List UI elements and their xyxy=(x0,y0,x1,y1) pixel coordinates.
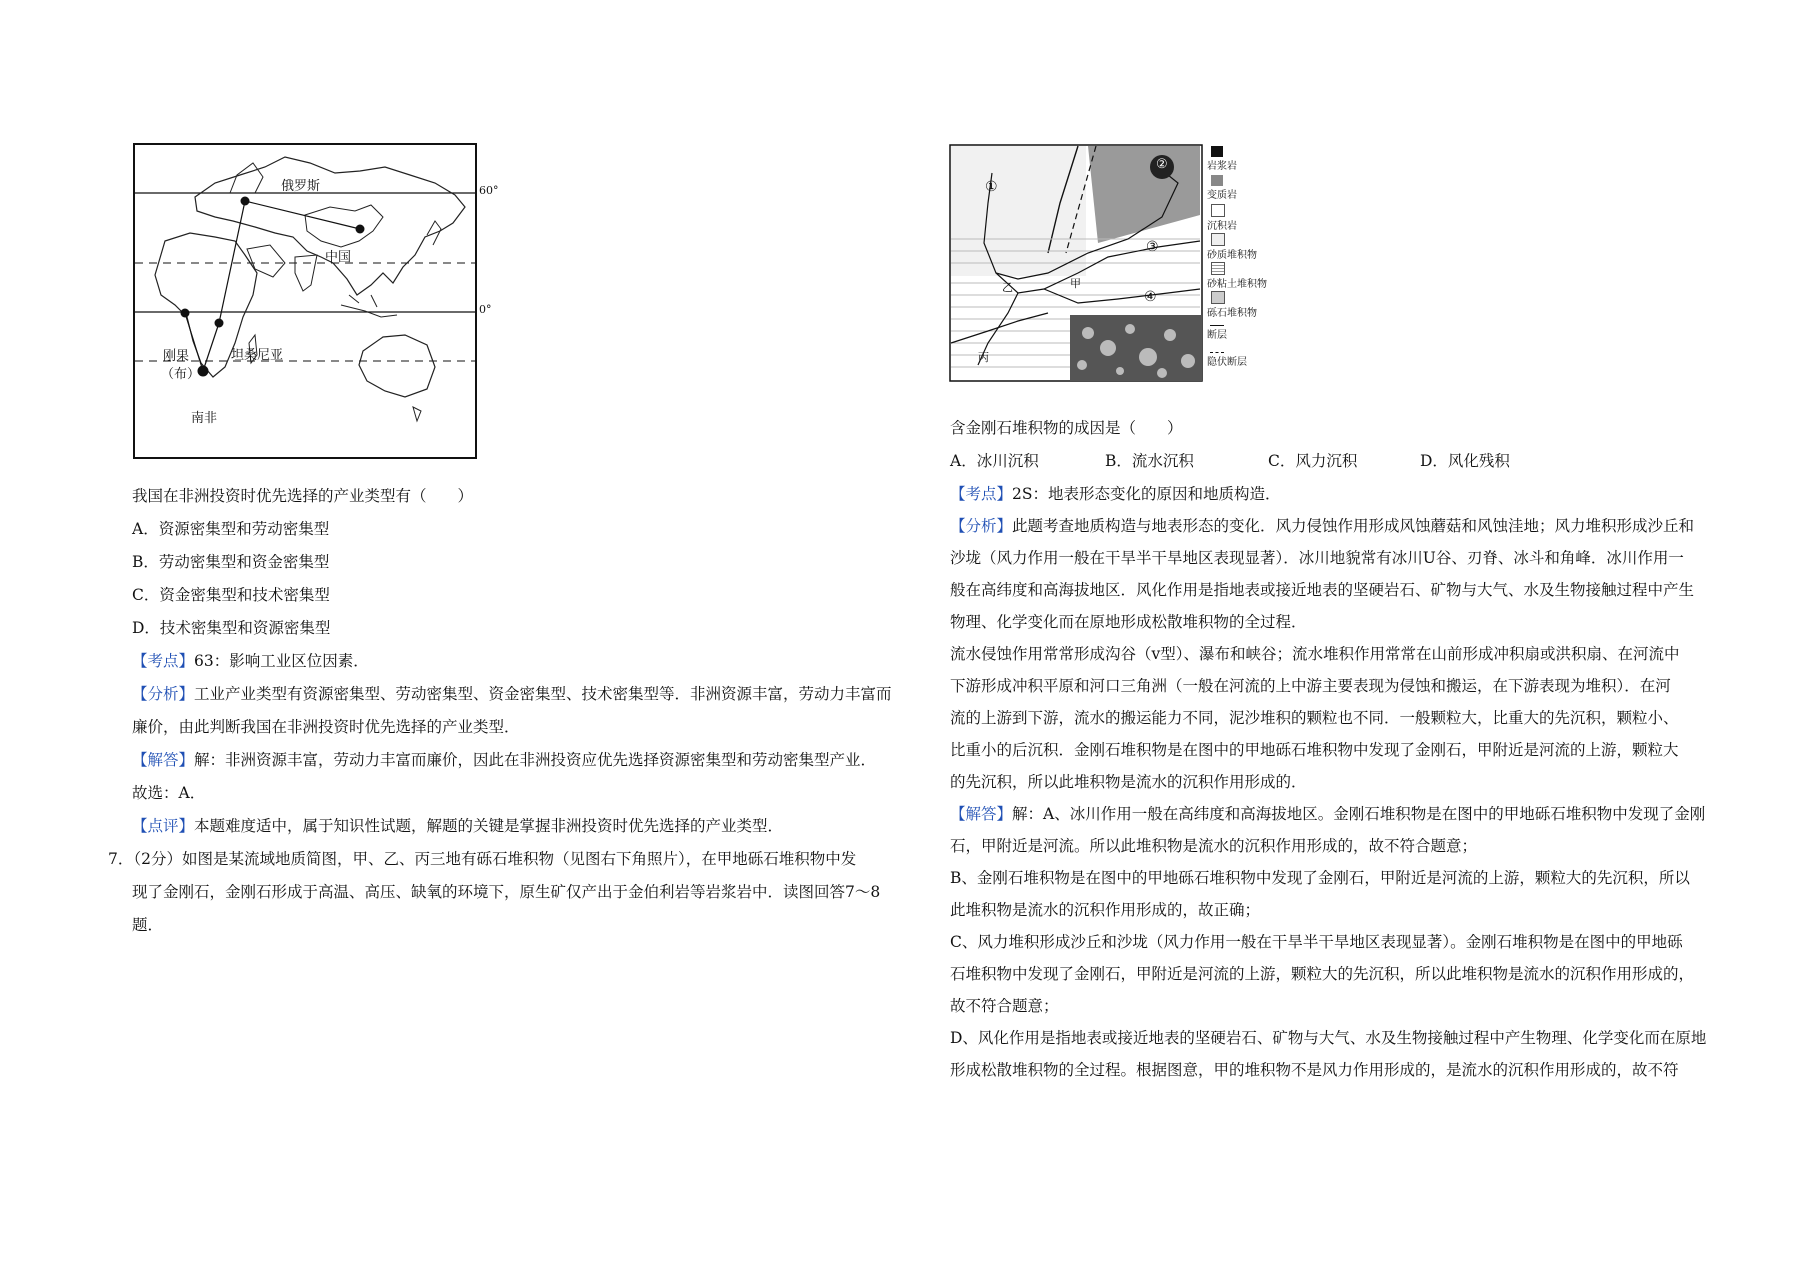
kaodian-text: 63：影响工业区位因素． xyxy=(194,652,369,670)
kaodian-text: 2S：地表形态变化的原因和地质构造． xyxy=(1012,485,1281,503)
geo-label-jia: 甲 xyxy=(1070,277,1081,290)
q6-option-d: D．技术密集型和资源密集型 xyxy=(132,619,331,637)
legend-item-hidden-fault: 隐伏断层 xyxy=(1207,352,1267,374)
world-map-figure xyxy=(133,143,477,459)
fenxi-tag: 【分析】 xyxy=(132,685,195,703)
legend-item-gravel-deposit: 砾石堆积物 xyxy=(1207,291,1267,320)
q6-option-b: B．劳动密集型和资金密集型 xyxy=(132,553,330,571)
q7-option-c: C．风力沉积 xyxy=(1268,452,1358,470)
q7-jieda-line-8: D、风化作用是指地表或接近地表的坚硬岩石、矿物与大气、水及生物接触过程中产生物理、化学变化而在原地 xyxy=(950,1029,1707,1047)
q6-kaodian xyxy=(132,645,902,678)
geo-label-yi: 乙 xyxy=(1002,281,1013,294)
q7-fenxi-line-5: 流水侵蚀作用常常形成沟谷（v型）、瀑布和峡谷；流水堆积作用常常在山前形成冲积扇或洪积扇、在河流中 xyxy=(950,645,1680,663)
q6-fenxi-line-2: 廉价，由此判断我国在非洲投资时优先选择的产业类型． xyxy=(132,718,520,736)
geo-label-river-3: ③ xyxy=(1146,239,1159,255)
geo-label-river-2: ② xyxy=(1156,157,1168,172)
q7-kaodian xyxy=(950,478,1720,510)
dianping-tag: 【点评】 xyxy=(132,817,195,835)
legend-item-sand-clay-deposit: 砂粘土堆积物 xyxy=(1207,262,1267,291)
q7-option-a: A．冰川沉积 xyxy=(950,452,1039,470)
q6-option-c: C．资金密集型和技术密集型 xyxy=(132,586,330,604)
q7-fenxi-line-3: 般在高纬度和高海拔地区．风化作用是指地表或接近地表的坚硬岩石、矿物与大气、水及生物接触过程中产生 xyxy=(950,581,1695,599)
q7-fenxi-line-7: 流的上游到下游，流水的搬运能力不同，泥沙堆积的颗粒也不同．一般颗粒大，比重大的先沉积，颗粒小、 xyxy=(950,709,1679,727)
kaodian-tag: 【考点】 xyxy=(950,485,1013,503)
fenxi-text: 此题考查地质构造与地表形态的变化．风力侵蚀作用形成风蚀蘑菇和风蚀洼地；风力堆积形成沙丘和 xyxy=(1012,517,1695,535)
q7-fenxi-line-4: 物理、化学变化而在原地形成松散堆积物的全过程． xyxy=(950,613,1307,631)
q7-jieda-line-1 xyxy=(950,798,1720,830)
fenxi-text: 工业产业类型有资源密集型、劳动密集型、资金密集型、技术密集型等．非洲资源丰富，劳动力丰富而 xyxy=(194,685,892,703)
jieda-tag: 【解答】 xyxy=(132,751,195,769)
map-label-south-africa: 南非 xyxy=(191,411,218,426)
q7-fenxi-line-2: 沙垅（风力作用一般在干旱半干旱地区表现显著）．冰川地貌常有冰川U谷、刃脊、冰斗和角峰．冰川作用一 xyxy=(950,549,1684,567)
legend-item-sedimentary: 沉积岩 xyxy=(1207,204,1267,233)
legend-item-metamorphic: 变质岩 xyxy=(1207,175,1267,204)
legend-item-fault: 断层 xyxy=(1207,325,1267,347)
q7-options xyxy=(950,445,1720,478)
q7-stem: 含金刚石堆积物的成因是（ ） xyxy=(950,419,1183,437)
q6-fenxi-line-1 xyxy=(132,678,902,711)
jieda-text: 解：非洲资源丰富，劳动力丰富而廉价，因此在非洲投资应优先选择资源密集型和劳动密集型产业． xyxy=(194,751,877,769)
jieda-tag: 【解答】 xyxy=(950,805,1013,823)
right-column xyxy=(950,412,1720,1086)
q7-jieda-line-4: 此堆积物是流水的沉积作用形成的，故正确； xyxy=(950,901,1261,919)
q6-stem: 我国在非洲投资时优先选择的产业类型有（ ） xyxy=(132,487,474,505)
q7-fenxi-line-1 xyxy=(950,510,1720,542)
dianping-text: 本题难度适中，属于知识性试题，解题的关键是掌握非洲投资时优先选择的产业类型． xyxy=(194,817,784,835)
kaodian-tag: 【考点】 xyxy=(132,652,195,670)
geo-label-bing: 丙 xyxy=(978,351,989,364)
map-label-congo: 刚果 xyxy=(163,349,190,364)
geo-label-river-1: ① xyxy=(985,179,998,195)
q6-dianping xyxy=(132,810,902,843)
q7-jieda-line-6: 石堆积物中发现了金刚石，甲附近是河流的上游，颗粒大的先沉积，所以此堆积物是流水的沉积作用形成的， xyxy=(950,965,1695,983)
q7-intro-line-2: 现了金刚石，金刚石形成于高温、高压、缺氧的环境下，原生矿仅产出于金伯利岩等岩浆岩中．读图回答7～8 xyxy=(132,883,881,901)
geo-label-river-4: ④ xyxy=(1144,289,1157,305)
geology-figure xyxy=(948,143,1248,383)
q7-jieda-line-5: C、风力堆积形成沙丘和沙垅（风力作用一般在干旱半干旱地区表现显著）。金刚石堆积物是在图中的甲地砾 xyxy=(950,933,1683,951)
fenxi-tag: 【分析】 xyxy=(950,517,1013,535)
q7-intro-line-3: 题． xyxy=(132,916,164,934)
jieda-text: 解：A、冰川作用一般在高纬度和高海拔地区。金刚石堆积物是在图中的甲地砾石堆积物中发现了金刚 xyxy=(1012,805,1706,823)
q7-fenxi-line-6: 下游形成冲积平原和河口三角洲（一般在河流的上中游主要表现为侵蚀和搬运，在下游表现为堆积）．在河 xyxy=(950,677,1671,695)
q6-option-a: A．资源密集型和劳动密集型 xyxy=(132,520,330,538)
map-label-tanzania: 坦桑尼亚 xyxy=(231,348,284,363)
q6-answer: 故选：A． xyxy=(132,784,206,802)
q7-jieda-line-2: 石，甲附近是河流。所以此堆积物是流水的沉积作用形成的，故不符合题意； xyxy=(950,837,1478,855)
q7-fenxi-line-9: 的先沉积，所以此堆积物是流水的沉积作用形成的． xyxy=(950,773,1307,791)
q7-intro-line-1: 7．（2分）如图是某流域地质简图，甲、乙、丙三地有砾石堆积物（见图右下角照片），在甲地砾石堆积物中发 xyxy=(108,850,857,868)
q7-jieda-line-7: 故不符合题意； xyxy=(950,997,1059,1015)
geo-legend xyxy=(1207,146,1267,374)
legend-item-igneous: 岩浆岩 xyxy=(1207,146,1267,175)
map-label-china: 中国 xyxy=(325,250,352,265)
map-latitude-60: 60° xyxy=(479,184,499,197)
map-label-russia: 俄罗斯 xyxy=(281,179,321,194)
q7-option-b: B．流水沉积 xyxy=(1105,452,1194,470)
q6-jieda xyxy=(132,744,902,777)
map-label-congo-sub: （布） xyxy=(161,367,201,382)
q7-fenxi-line-8: 比重小的后沉积．金刚石堆积物是在图中的甲地砾石堆积物中发现了金刚石，甲附近是河流的上游，颗粒大 xyxy=(950,741,1679,759)
q7-jieda-line-3: B、金刚石堆积物是在图中的甲地砾石堆积物中发现了金刚石，甲附近是河流的上游，颗粒大的先沉积，所以 xyxy=(950,869,1690,887)
q7-option-d: D．风化残积 xyxy=(1420,452,1510,470)
left-column xyxy=(108,480,902,942)
q7-jieda-line-9: 形成松散堆积物的全过程。根据图意，甲的堆积物不是风力作用形成的，是流水的沉积作用形成的，故不符 xyxy=(950,1061,1679,1079)
map-latitude-0: 0° xyxy=(479,303,492,316)
legend-item-sandy-deposit: 砂质堆积物 xyxy=(1207,233,1267,262)
